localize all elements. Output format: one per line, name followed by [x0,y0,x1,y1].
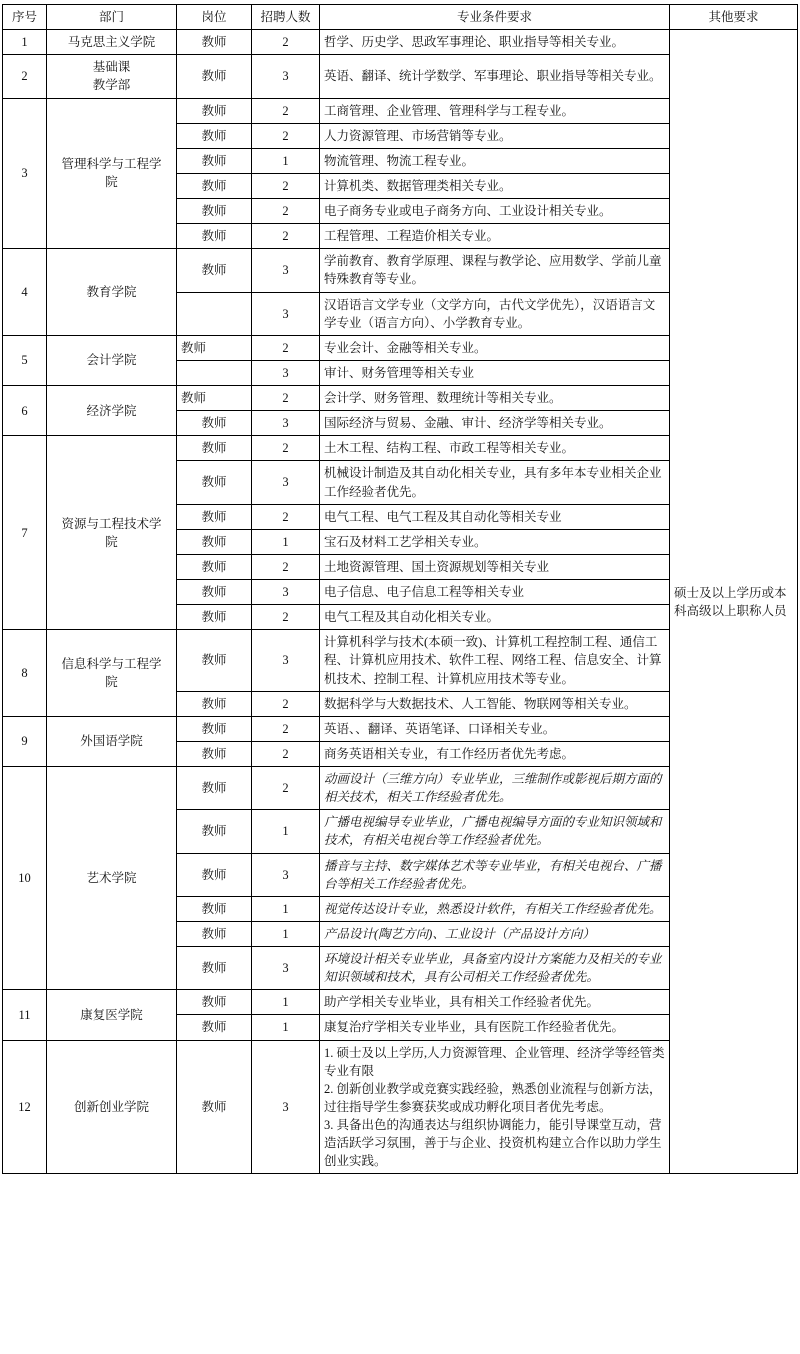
cell-post: 教师 [177,386,252,411]
cell-other-requirement: 硕士及以上学历或本科高级以上职称人员 [670,30,798,1174]
cell-sequence-number: 6 [3,386,47,436]
cell-post: 教师 [177,55,252,98]
cell-headcount: 3 [252,630,320,691]
cell-major-requirement: 会计学、财务管理、数理统计等相关专业。 [320,386,670,411]
cell-headcount: 2 [252,554,320,579]
cell-headcount: 1 [252,921,320,946]
cell-headcount: 3 [252,360,320,385]
cell-headcount: 3 [252,249,320,292]
cell-sequence-number: 9 [3,716,47,766]
cell-headcount: 3 [252,292,320,335]
cell-major-requirement: 计算机类、数据管理类相关专业。 [320,173,670,198]
cell-headcount: 1 [252,1015,320,1040]
cell-post [177,360,252,385]
cell-sequence-number: 4 [3,249,47,336]
cell-department [47,55,177,98]
cell-major-requirement: 物流管理、物流工程专业。 [320,148,670,173]
cell-headcount: 2 [252,30,320,55]
cell-headcount: 2 [252,199,320,224]
cell-sequence-number: 5 [3,335,47,385]
cell-headcount: 2 [252,98,320,123]
cell-headcount: 1 [252,810,320,853]
cell-major-requirement: 电子商务专业或电子商务方向、工业设计相关专业。 [320,199,670,224]
table-header-row [3,5,798,30]
table-row [3,30,798,55]
cell-department [47,767,177,990]
cell-headcount: 1 [252,529,320,554]
cell-major-requirement: 工程管理、工程造价相关专业。 [320,224,670,249]
cell-post: 教师 [177,947,252,990]
cell-major-requirement: 机械设计制造及其自动化相关专业，具有多年本专业相关企业工作经验者优先。 [320,461,670,504]
cell-department [47,716,177,766]
cell-department [47,335,177,385]
cell-major-requirement: 土地资源管理、国土资源规划等相关专业 [320,554,670,579]
cell-headcount: 3 [252,55,320,98]
cell-major-requirement: 哲学、历史学、思政军事理论、职业指导等相关专业。 [320,30,670,55]
cell-post: 教师 [177,224,252,249]
cell-major-requirement: 动画设计（三维方向）专业毕业，三维制作或影视后期方面的相关技术，相关工作经验者优先。 [320,767,670,810]
cell-major-requirement: 计算机科学与技术(本硕一致)、计算机工程控制工程、通信工程、计算机应用技术、软件工程、网络工程、信息安全、计算机技术、控制工程、计算机应用技术等专业。 [320,630,670,691]
cell-post: 教师 [177,810,252,853]
department-name: 会计学院 [86,353,137,368]
cell-department [47,436,177,630]
cell-post: 教师 [177,148,252,173]
cell-headcount: 2 [252,767,320,810]
cell-major-requirement: 康复治疗学相关专业毕业，具有医院工作经验者优先。 [320,1015,670,1040]
cell-major-requirement: 助产学相关专业毕业，具有相关工作经验者优先。 [320,990,670,1015]
cell-headcount: 2 [252,224,320,249]
department-name: 马克思主义学院 [67,35,156,50]
cell-post: 教师 [177,921,252,946]
cell-department [47,630,177,717]
cell-post: 教师 [177,741,252,766]
cell-sequence-number: 8 [3,630,47,717]
cell-post: 教师 [177,767,252,810]
department-name: 资源与工程技术学 院 [61,516,162,549]
cell-sequence-number: 2 [3,55,47,98]
table-body [3,30,798,1174]
cell-sequence-number: 1 [3,30,47,55]
department-name: 艺术学院 [86,871,137,886]
cell-post: 教师 [177,173,252,198]
cell-headcount: 3 [252,947,320,990]
cell-headcount: 3 [252,411,320,436]
cell-headcount: 2 [252,123,320,148]
cell-major-requirement: 英语、、翻译、英语笔译、口译相关专业。 [320,716,670,741]
cell-headcount: 2 [252,504,320,529]
cell-post: 教师 [177,630,252,691]
cell-post: 教师 [177,504,252,529]
cell-major-requirement: 播音与主持、数字媒体艺术等专业毕业，有相关电视台、广播台等相关工作经验者优先。 [320,853,670,896]
cell-headcount: 3 [252,853,320,896]
cell-post: 教师 [177,199,252,224]
cell-department [47,990,177,1040]
cell-headcount: 2 [252,436,320,461]
column-header-other: 其他要求 [670,5,798,30]
cell-major-requirement: 产品设计(陶艺方向)、工业设计（产品设计方向） [320,921,670,946]
cell-major-requirement: 数据科学与大数据技术、人工智能、物联网等相关专业。 [320,691,670,716]
column-header-dept: 部门 [47,5,177,30]
cell-post: 教师 [177,529,252,554]
department-name: 信息科学与工程学 院 [61,656,162,689]
cell-post: 教师 [177,554,252,579]
cell-headcount: 1 [252,990,320,1015]
cell-headcount: 2 [252,335,320,360]
cell-headcount: 3 [252,580,320,605]
cell-major-requirement: 宝石及材料工艺学相关专业。 [320,529,670,554]
cell-post: 教师 [177,896,252,921]
cell-headcount: 2 [252,716,320,741]
cell-post: 教师 [177,605,252,630]
cell-major-requirement: 广播电视编导专业毕业，广播电视编导方面的专业知识领域和技术，有相关电视台等工作经验者优先。 [320,810,670,853]
cell-post: 教师 [177,436,252,461]
department-name: 基础课 教学部 [92,60,131,93]
cell-post [177,292,252,335]
department-name: 创新创业学院 [73,1099,149,1114]
cell-post: 教师 [177,990,252,1015]
cell-post: 教师 [177,1040,252,1174]
cell-major-requirement: 环境设计相关专业毕业，具备室内设计方案能力及相关的专业知识领域和技术，具有公司相关工作经验者优先。 [320,947,670,990]
cell-headcount: 2 [252,605,320,630]
cell-post: 教师 [177,853,252,896]
cell-post: 教师 [177,1015,252,1040]
cell-major-requirement: 视觉传达设计专业，熟悉设计软件，有相关工作经验者优先。 [320,896,670,921]
cell-department [47,30,177,55]
cell-department [47,98,177,249]
cell-post: 教师 [177,249,252,292]
cell-sequence-number: 3 [3,98,47,249]
cell-headcount: 2 [252,691,320,716]
cell-major-requirement: 学前教育、教育学原理、课程与教学论、应用数学、学前儿童特殊教育等专业。 [320,249,670,292]
column-header-major: 专业条件要求 [320,5,670,30]
cell-major-requirement: 专业会计、金融等相关专业。 [320,335,670,360]
cell-post: 教师 [177,30,252,55]
cell-major-requirement: 审计、财务管理等相关专业 [320,360,670,385]
department-name: 管理科学与工程学 院 [61,157,162,190]
cell-sequence-number: 7 [3,436,47,630]
department-name: 康复医学院 [80,1007,143,1022]
cell-post: 教师 [177,411,252,436]
column-header-no: 序号 [3,5,47,30]
cell-post: 教师 [177,123,252,148]
cell-post: 教师 [177,716,252,741]
cell-major-requirement: 汉语语言文学专业（文学方向，古代文学优先），汉语语言文学专业（语言方向）、小学教育专业。 [320,292,670,335]
cell-major-requirement: 工商管理、企业管理、管理科学与工程专业。 [320,98,670,123]
cell-post: 教师 [177,335,252,360]
column-header-post: 岗位 [177,5,252,30]
table-header [3,5,798,30]
cell-sequence-number: 11 [3,990,47,1040]
cell-major-requirement: 电气工程及其自动化相关专业。 [320,605,670,630]
cell-major-requirement: 商务英语相关专业，有工作经历者优先考虑。 [320,741,670,766]
cell-major-requirement: 国际经济与贸易、金融、审计、经济学等相关专业。 [320,411,670,436]
cell-major-requirement: 土木工程、结构工程、市政工程等相关专业。 [320,436,670,461]
cell-headcount: 3 [252,461,320,504]
cell-post: 教师 [177,691,252,716]
department-name: 教育学院 [86,284,137,299]
cell-major-requirement: 电子信息、电子信息工程等相关专业 [320,580,670,605]
cell-headcount: 2 [252,741,320,766]
cell-major-requirement: 英语、翻译、统计学数学、军事理论、职业指导等相关专业。 [320,55,670,98]
cell-headcount: 2 [252,386,320,411]
cell-major-requirement: 1. 硕士及以上学历,人力资源管理、企业管理、经济学等经管类专业有限 2. 创新创业教学或竞赛实践经验，熟悉创业流程与创新方法，过往指导学生参赛获奖或成功孵化项目者优先考虑。 3. 具备出色的沟通表达与组织协调能力，能引导课堂互动，营造活跃学习氛围，善于与企业、投资机构建立合作以助力学生创业实践。 [320,1040,670,1174]
recruitment-table [2,4,798,1174]
cell-headcount: 3 [252,1040,320,1174]
cell-post: 教师 [177,98,252,123]
cell-major-requirement: 人力资源管理、市场营销等专业。 [320,123,670,148]
cell-headcount: 2 [252,173,320,198]
cell-headcount: 1 [252,896,320,921]
cell-post: 教师 [177,461,252,504]
department-name: 经济学院 [86,403,137,418]
cell-sequence-number: 12 [3,1040,47,1174]
cell-department [47,386,177,436]
cell-major-requirement: 电气工程、电气工程及其自动化等相关专业 [320,504,670,529]
cell-sequence-number: 10 [3,767,47,990]
cell-department [47,249,177,336]
department-name: 外国语学院 [80,734,143,749]
cell-headcount: 1 [252,148,320,173]
cell-department [47,1040,177,1174]
column-header-number: 招聘人数 [252,5,320,30]
cell-post: 教师 [177,580,252,605]
